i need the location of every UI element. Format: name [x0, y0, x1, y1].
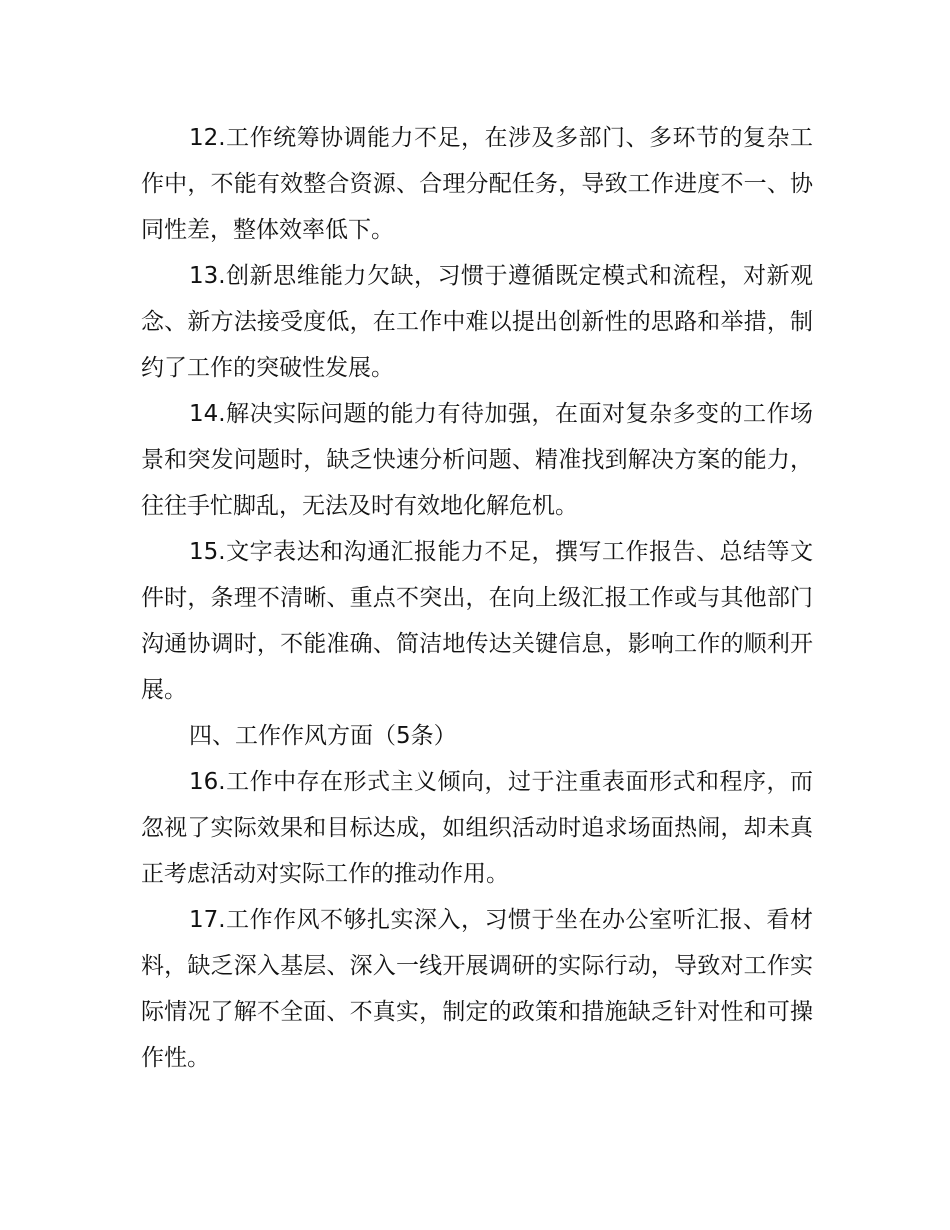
- section-heading: 四、工作作风方面（5条）: [189, 723, 457, 749]
- paragraph-17: 17.工作作风不够扎实深入，习惯于坐在办公室听汇报、看材料，缺乏深入基层、深入一线开展调研的实际行动，导致对工作实际情况了解不全面、不真实，制定的政策和措施缺乏针对性和可操作性。: [141, 907, 813, 1071]
- paragraph-15: 15.文字表达和沟通汇报能力不足，撰写工作报告、总结等文件时，条理不清晰、重点不突出，在向上级汇报工作或与其他部门沟通协调时，不能准确、简洁地传达关键信息，影响工作的顺利开展。: [141, 539, 813, 703]
- document-body: [141, 115, 813, 1081]
- paragraph-16: 16.工作中存在形式主义倾向，过于注重表面形式和程序，而忽视了实际效果和目标达成，如组织活动时追求场面热闹，却未真正考虑活动对实际工作的推动作用。: [141, 769, 813, 887]
- paragraph-14: 14.解决实际问题的能力有待加强，在面对复杂多变的工作场景和突发问题时，缺乏快速分析问题、精准找到解决方案的能力，往往手忙脚乱，无法及时有效地化解危机。: [141, 401, 813, 519]
- paragraph-12: 12.工作统筹协调能力不足，在涉及多部门、多环节的复杂工作中，不能有效整合资源、合理分配任务，导致工作进度不一、协同性差，整体效率低下。: [141, 125, 813, 243]
- paragraph-13: 13.创新思维能力欠缺，习惯于遵循既定模式和流程，对新观念、新方法接受度低，在工作中难以提出创新性的思路和举措，制约了工作的突破性发展。: [141, 263, 813, 381]
